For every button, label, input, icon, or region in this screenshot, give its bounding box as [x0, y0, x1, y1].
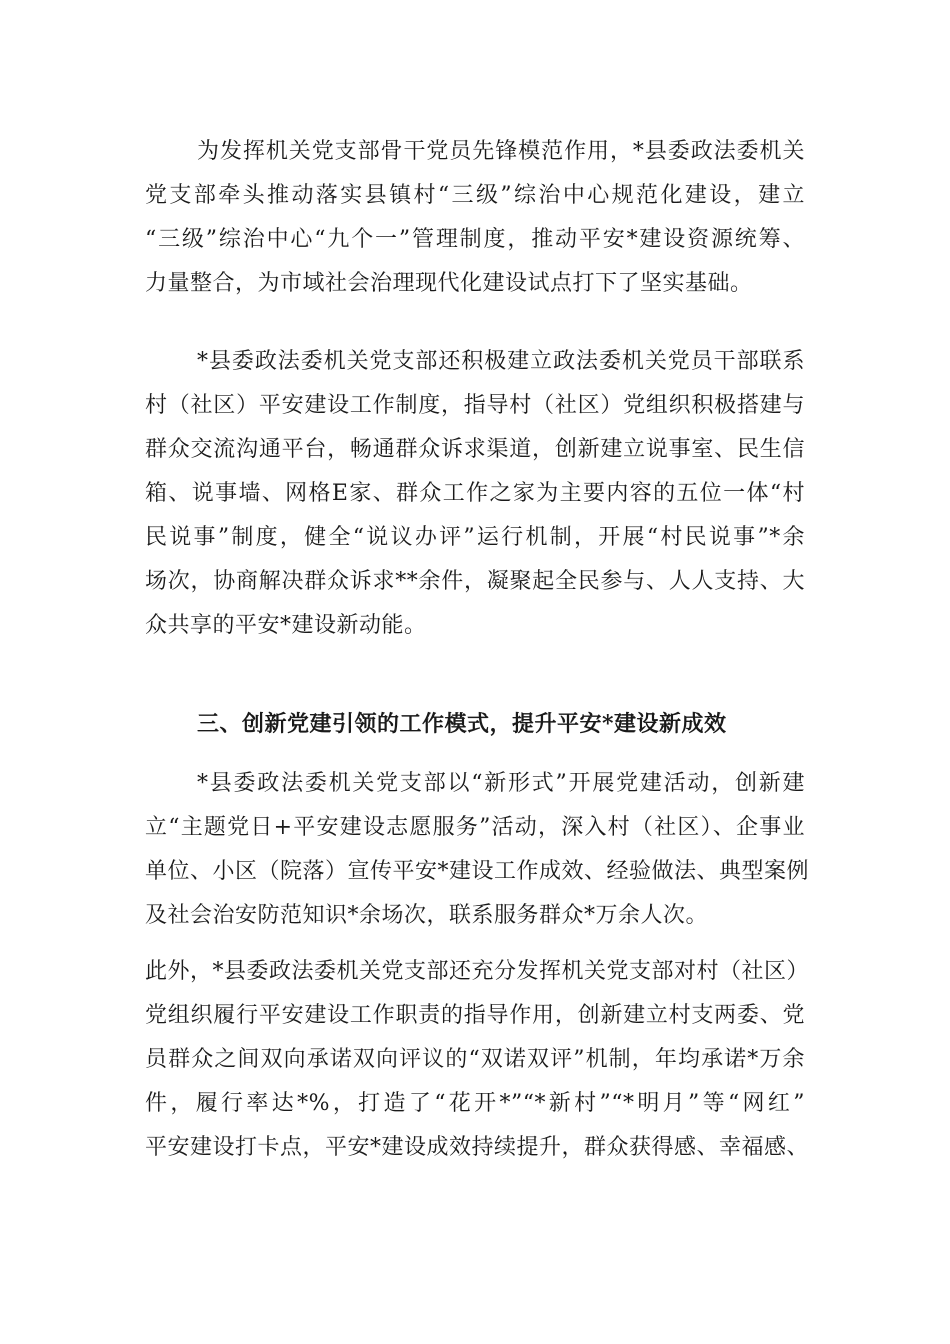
paragraph-line: *县委政法委机关党支部以“新形式”开展党建活动，创新建 — [197, 771, 805, 796]
paragraph-line: 为发挥机关党支部骨干党员先锋模范作用，*县委政法委机关 — [197, 139, 805, 164]
paragraph-1 — [145, 130, 805, 306]
paragraph-line: 员群众之间双向承诺双向评议的“双诺双评”机制，年均承诺*万余 — [145, 1047, 805, 1072]
paragraph-4 — [145, 950, 810, 1170]
paragraph-line: *县委政法委机关党支部还积极建立政法委机关党员干部联系 — [197, 349, 805, 374]
paragraph-line: 党支部牵头推动落实县镇村“三级”综治中心规范化建设，建立 — [145, 183, 805, 208]
paragraph-line: 村（社区）平安建设工作制度，指导村（社区）党组织积极搭建与 — [145, 393, 805, 418]
paragraph-line: 件，履行率达*%，打造了“花开*”“*新村”“*明月”等“网红” — [145, 1091, 805, 1116]
paragraph-line: 平安建设打卡点，平安*建设成效持续提升，群众获得感、幸福感、 — [145, 1135, 810, 1160]
paragraph-line: 单位、小区（院落）宣传平安*建设工作成效、经验做法、典型案例 — [145, 859, 810, 884]
paragraph-line: 党组织履行平安建设工作职责的指导作用，创新建立村支两委、党 — [145, 1003, 805, 1028]
paragraph-line: 民说事”制度，健全“说议办评”运行机制，开展“村民说事”*余 — [145, 525, 805, 550]
paragraph-line: 力量整合，为市域社会治理现代化建设试点打下了坚实基础。 — [145, 271, 753, 296]
paragraph-line: 众共享的平安*建设新动能。 — [145, 613, 427, 638]
paragraph-line: 立“主题党日+平安建设志愿服务”活动，深入村（社区）、企事业 — [145, 815, 805, 840]
paragraph-line: 场次，协商解决群众诉求**余件，凝聚起全民参与、人人支持、大 — [145, 569, 805, 594]
paragraph-line: 群众交流沟通平台，畅通群众诉求渠道，创新建立说事室、民生信 — [145, 437, 805, 462]
paragraph-line: 此外，*县委政法委机关党支部还充分发挥机关党支部对村（社区） — [145, 959, 810, 984]
paragraph-line: “三级”综治中心“九个一”管理制度，推动平安*建设资源统筹、 — [145, 227, 805, 252]
paragraph-2 — [145, 340, 805, 648]
paragraph-3 — [145, 762, 810, 938]
paragraph-line: 箱、说事墙、网格E家、群众工作之家为主要内容的五位一体“村 — [145, 481, 805, 506]
section-heading — [145, 702, 805, 746]
paragraph-line: 及社会治安防范知识*余场次，联系服务群众*万余人次。 — [145, 903, 709, 928]
section-heading-text: 三、创新党建引领的工作模式，提升平安*建设新成效 — [197, 711, 727, 737]
